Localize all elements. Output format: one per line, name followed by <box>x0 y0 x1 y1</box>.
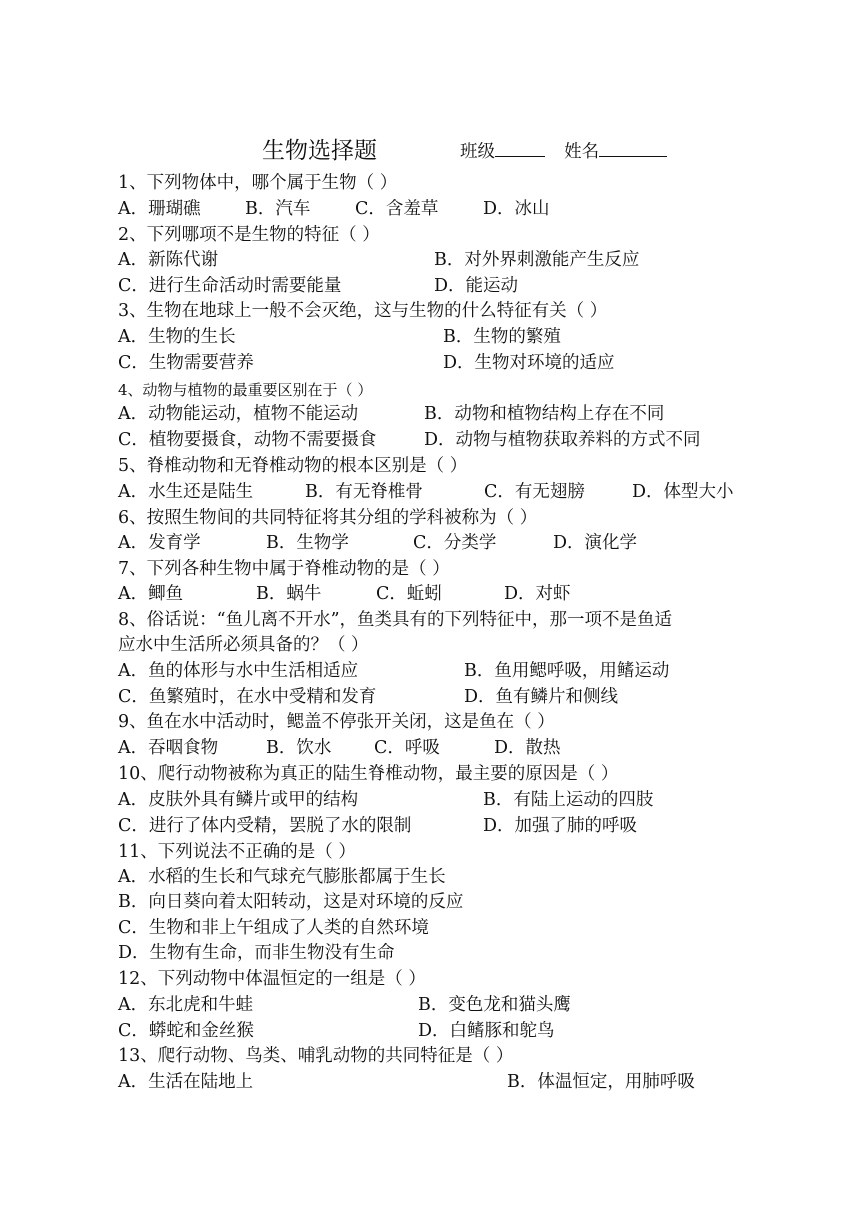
option: B．向日葵向着太阳转动，这是对环境的反应 <box>118 892 464 912</box>
question-stem: 8、俗话说：“鱼儿离不开水”，鱼类具有的下列特征中，那一项不是鱼适 <box>118 610 673 630</box>
page-title: 生物选择题 <box>262 138 377 164</box>
question-stem: 3、生物在地球上一般不会灭绝，这与生物的什么特征有关（ ） <box>118 301 608 321</box>
class-name-fields <box>460 138 667 163</box>
option: D．生物对环境的适应 <box>443 353 615 373</box>
option: B．有无脊椎骨 <box>305 482 423 502</box>
question-stem: 12、下列动物中体温恒定的一组是（ ） <box>118 969 426 989</box>
question-stem: 2、下列哪项不是生物的特征（ ） <box>118 225 380 245</box>
option: A．发育学 <box>118 533 201 553</box>
question-stem: 11、下列说法不正确的是（ ） <box>118 842 356 862</box>
option: C．含羞草 <box>355 199 439 219</box>
option: D．演化学 <box>553 533 638 553</box>
question-stem: 10、爬行动物被称为真正的陆生脊椎动物，最主要的原因是（ ） <box>118 764 619 784</box>
option: D．散热 <box>494 738 561 758</box>
class-label: 班级 <box>460 142 495 162</box>
option: B．蜗牛 <box>256 584 322 604</box>
option: B．汽车 <box>245 199 311 219</box>
option: A．水生还是陆生 <box>118 482 254 502</box>
question-stem-continued: 应水中生活所必须具备的？（ ） <box>118 635 369 655</box>
question-stem: 4、动物与植物的最重要区别在于（ ） <box>118 381 373 399</box>
option: A．生活在陆地上 <box>118 1072 254 1092</box>
option: C．生物和非上午组成了人类的自然环境 <box>118 918 429 938</box>
option: D．对虾 <box>504 584 571 604</box>
name-label: 姓名 <box>564 142 600 162</box>
option: A．吞咽食物 <box>118 738 219 758</box>
option: A．珊瑚礁 <box>118 199 201 219</box>
option: C．呼吸 <box>374 738 440 758</box>
option: A．东北虎和牛蛙 <box>118 995 254 1015</box>
option: C．生物需要营养 <box>118 353 254 373</box>
option: D．冰山 <box>483 199 550 219</box>
option: D．白鳍豚和鸵鸟 <box>418 1021 555 1041</box>
option: C．植物要摄食，动物不需要摄食 <box>118 430 377 450</box>
option: D．能运动 <box>434 276 519 296</box>
option: C．蟒蛇和金丝猴 <box>118 1021 254 1041</box>
option: D．动物与植物获取养料的方式不同 <box>424 430 701 450</box>
option: C．鱼繁殖时，在水中受精和发育 <box>118 687 377 707</box>
option: A．皮肤外具有鳞片或甲的结构 <box>118 790 359 810</box>
question-stem: 9、鱼在水中活动时，鳃盖不停张开关闭，这是鱼在（ ） <box>118 712 555 732</box>
option: D．体型大小 <box>632 482 734 502</box>
option: D．加强了肺的呼吸 <box>483 816 638 836</box>
option: C．进行了体内受精，罢脱了水的限制 <box>118 816 412 836</box>
question-stem: 6、按照生物间的共同特征将其分组的学科被称为（ ） <box>118 508 538 528</box>
option: A．新陈代谢 <box>118 250 219 270</box>
class-blank[interactable] <box>495 139 545 157</box>
option: B．生物学 <box>266 533 349 553</box>
name-blank[interactable] <box>599 139 667 157</box>
option: B．饮水 <box>266 738 332 758</box>
option: B．对外界刺激能产生反应 <box>434 250 640 270</box>
option: A．水稻的生长和气球充气膨胀都属于生长 <box>118 867 446 887</box>
option: A．生物的生长 <box>118 327 236 347</box>
option: B．生物的繁殖 <box>443 327 561 347</box>
option: B．变色龙和猫头鹰 <box>418 995 571 1015</box>
option: B．动物和植物结构上存在不同 <box>424 404 665 424</box>
option: A．动物能运动，植物不能运动 <box>118 404 359 424</box>
option: C．分类学 <box>413 533 497 553</box>
question-stem: 5、脊椎动物和无脊椎动物的根本区别是（ ） <box>118 456 468 476</box>
option: C．进行生命活动时需要能量 <box>118 276 342 296</box>
option: D．鱼有鳞片和侧线 <box>464 687 619 707</box>
option: B．体温恒定，用肺呼吸 <box>507 1072 695 1092</box>
question-stem: 1、下列物体中，哪个属于生物（ ） <box>118 173 398 193</box>
option: C．有无翅膀 <box>484 482 585 502</box>
option: B．鱼用鳃呼吸，用鳍运动 <box>464 661 670 681</box>
option: B．有陆上运动的四肢 <box>483 790 654 810</box>
option: A．鱼的体形与水中生活相适应 <box>118 661 359 681</box>
option: A．鲫鱼 <box>118 584 184 604</box>
question-stem: 7、下列各种生物中属于脊椎动物的是（ ） <box>118 559 450 579</box>
question-stem: 13、爬行动物、鸟类、哺乳动物的共同特征是（ ） <box>118 1046 514 1066</box>
option: C．蚯蚓 <box>376 584 442 604</box>
option: D．生物有生命，而非生物没有生命 <box>118 943 395 963</box>
